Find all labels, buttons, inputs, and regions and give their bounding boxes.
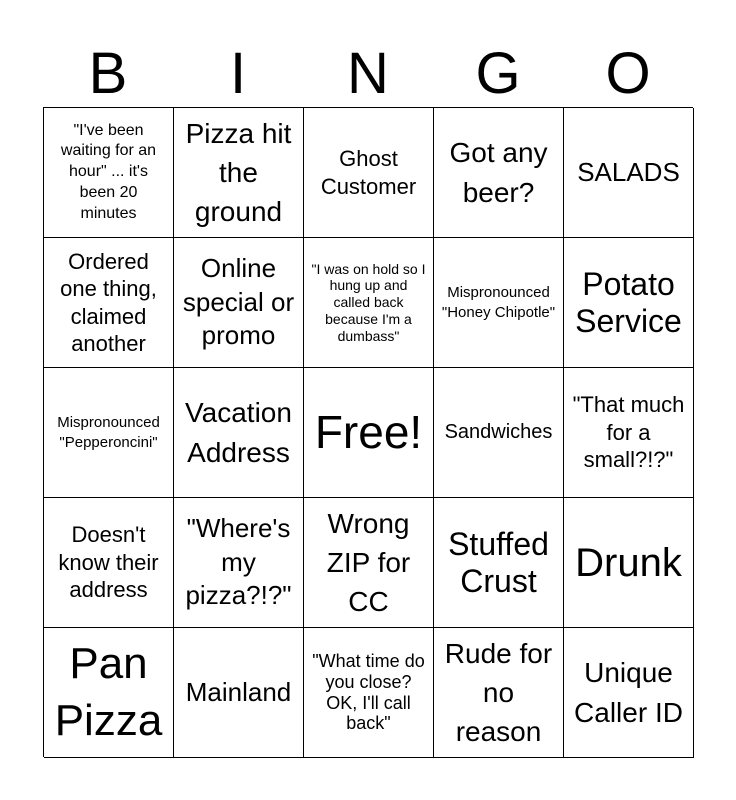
cell-text: Pan Pizza [54, 639, 163, 745]
header-letter-b: B [88, 41, 128, 106]
bingo-cell-r3-c3[interactable] [434, 498, 564, 628]
cell-text: Doesn't know their address [58, 522, 159, 603]
bingo-cell-r3-c2[interactable] [304, 498, 434, 628]
bingo-cell-r2-c1[interactable] [174, 368, 304, 498]
bingo-cell-r3-c4[interactable] [564, 498, 694, 628]
bingo-cell-r2-c2-free[interactable] [304, 368, 434, 498]
header-letter-n: N [347, 41, 389, 106]
cell-text: Drunk [575, 540, 682, 585]
bingo-cell-r2-c0[interactable] [44, 368, 174, 498]
cell-text: SALADS [577, 156, 680, 187]
bingo-cell-r0-c2[interactable] [304, 108, 434, 238]
header-letter-i: I [229, 41, 247, 106]
bingo-cell-r4-c2[interactable] [304, 628, 434, 758]
bingo-cell-r2-c4[interactable] [564, 368, 694, 498]
bingo-cell-r4-c1[interactable] [174, 628, 304, 758]
cell-text: Mispronounced "Honey Chipotle" [441, 284, 556, 321]
bingo-cell-r1-c2[interactable] [304, 238, 434, 368]
cell-text: "That much for a small?!?" [572, 392, 685, 473]
bingo-cell-r3-c0[interactable] [44, 498, 174, 628]
bingo-cell-r1-c4[interactable] [564, 238, 694, 368]
cell-text: "Where's my pizza?!?" [185, 512, 292, 611]
cell-text: Wrong ZIP for CC [326, 507, 411, 618]
header-letter-o: O [605, 41, 651, 106]
bingo-cell-r1-c0[interactable] [44, 238, 174, 368]
bingo-cell-r4-c0[interactable] [44, 628, 174, 758]
cell-text: Online special or promo [182, 252, 295, 351]
bingo-cell-r2-c3[interactable] [434, 368, 564, 498]
bingo-cell-r0-c0[interactable] [44, 108, 174, 238]
bingo-cell-r0-c1[interactable] [174, 108, 304, 238]
cell-text: Potato Service [575, 265, 682, 339]
cell-text: Vacation Address [185, 397, 292, 468]
bingo-cell-r3-c1[interactable] [174, 498, 304, 628]
header-letter-g: G [475, 41, 521, 106]
bingo-cell-r1-c1[interactable] [174, 238, 304, 368]
cell-text: Pizza hit the ground [185, 117, 292, 228]
cell-text: Sandwiches [444, 421, 553, 443]
cell-text: "What time do you close? OK, I'll call back" [312, 651, 425, 734]
bingo-cell-r1-c3[interactable] [434, 238, 564, 368]
cell-text: Rude for no reason [444, 637, 553, 748]
cell-text: Got any beer? [449, 137, 548, 208]
bingo-cell-r4-c3[interactable] [434, 628, 564, 758]
cell-text: Unique Caller ID [574, 657, 683, 728]
cell-text: Mainland [185, 676, 292, 707]
cell-text: "I was on hold so I hung up and called back because I'm a dumbass" [311, 260, 426, 344]
cell-text: Mispronounced "Pepperoncini" [57, 414, 160, 451]
bingo-grid [43, 107, 693, 757]
bingo-cell-r0-c3[interactable] [434, 108, 564, 238]
free-space-text: Free! [314, 406, 423, 459]
bingo-cell-r4-c4[interactable] [564, 628, 694, 758]
bingo-header [43, 40, 693, 108]
bingo-cell-r0-c4[interactable] [564, 108, 694, 238]
cell-text: Ordered one thing, claimed another [60, 248, 157, 356]
cell-text: Ghost Customer [320, 146, 417, 199]
cell-text: Stuffed Crust [448, 525, 549, 599]
cell-text: "I've been waiting for an hour" ... it's been 20 minutes [60, 121, 157, 222]
